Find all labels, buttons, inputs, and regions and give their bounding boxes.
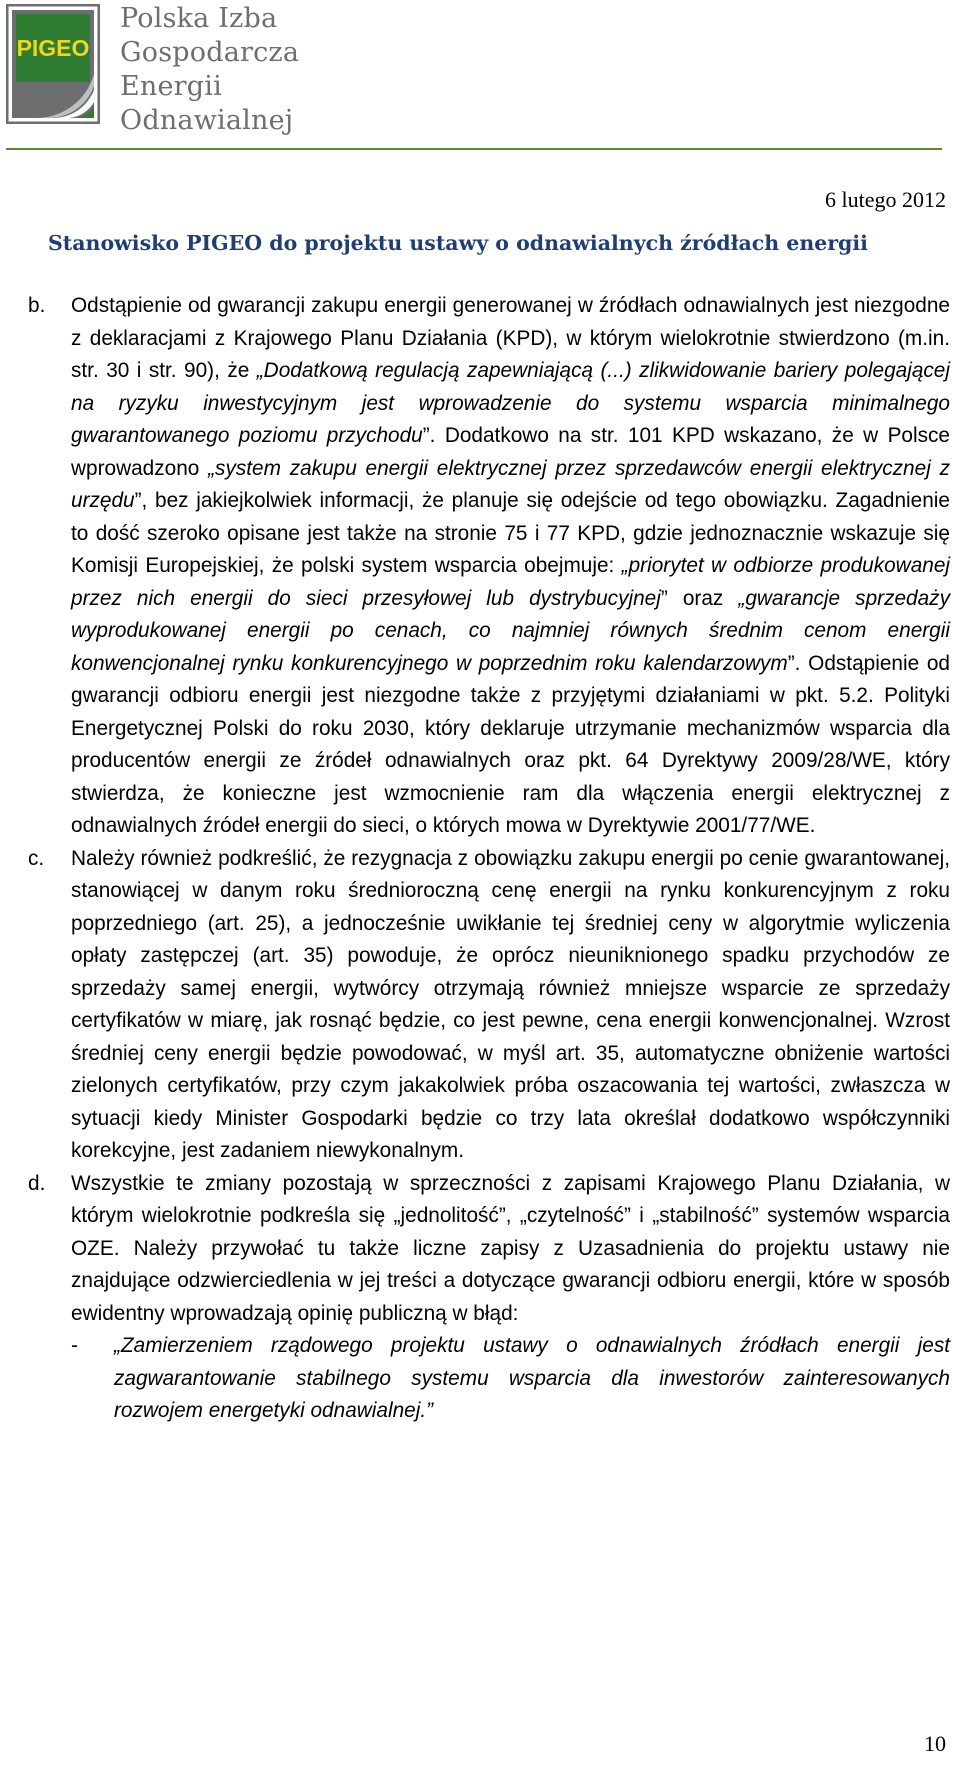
document-body (28, 290, 950, 1428)
header-divider (6, 148, 942, 150)
quote-list-item (28, 1330, 950, 1428)
list-marker: d. (28, 1171, 46, 1195)
document-date: 6 lutego 2012 (825, 187, 946, 212)
dash-marker: - (71, 1334, 78, 1357)
organization-name (120, 2, 299, 138)
document-title: Stanowisko PIGEO do projektu ustawy o odnawialnych źródłach energii (48, 231, 868, 255)
paragraph-b (71, 290, 950, 843)
quote-kpd-regulation: „Dodatkową regulacją zapewniającą (...) zlikwidowanie bariery polegającej na ryzyku inwestycyjnym jest wprowadzenie do systemu wsparcia minimalnego gwarantowanego poziomu przychodu (71, 359, 950, 447)
quote-kpd-purchase-system: „system zakupu energii elektrycznej przez sprzedawców energii elektrycznej z urzędu (71, 456, 950, 512)
text-run: Odstąpienie od gwarancji zakupu energii generowanej w źródłach odnawialnych jest niezgodne z deklaracjami z Krajowego Planu Działania (KPD), w którym wielokrotnie stwierdzono (m.in. str. 30 i str. 90), że (71, 294, 950, 382)
list-item-b (28, 290, 950, 843)
quote-priority: „priorytet w odbiorze produkowanej przez nich energii do sieci przesyłowej lub dystrybucyjnej (71, 554, 951, 610)
text-run: ”. Odstąpienie od gwarancji odbioru energii jest niezgodne także z przyjętymi działaniami w pkt. 5.2. Polityki Energetycznej Polski do roku 2030, który deklaruje utrzymanie mechanizmów wsparcia dla producentów energii ze źródeł odnawialnych oraz pkt. 64 Dyrektywy 2009/28/WE, który stwierdza, że konieczne jest wzmocnienie ram dla włączenia energii elektrycznej z odnawialnych źródeł energii do sieci, o których mowa w Dyrektywie 2001/77/WE. (71, 651, 950, 837)
list-item-c (28, 843, 950, 1168)
paragraph-c: Należy również podkreślić, że rezygnacja z obowiązku zakupu energii po cenie gwarantowanej, stanowiącej w danym roku średnioroczną cenę energii na rynku konkurencyjnym z roku poprzedniego (art. 25), a jednocześnie uwikłanie tej średniej ceny w algorytmie wyliczenia opłaty zastępczej (art. 35) powoduje, że oprócz nieuniknionego spadku przychodów ze sprzedaży samej energii, wytwórcy otrzymają również mniejsze wsparcie ze sprzedaży certyfikatów w miarę, jak rosnąć będzie, co jest pewne, cena energii konwencjonalnej. Wzrost średniej ceny energii będzie powodować, w myśl art. 35, automatyczne obniżenie wartości zielonych certyfikatów, przy czym jakakolwiek próba oszacowania tej wartości, zwłaszcza w sytuacji kiedy Minister Gospodarki będzie co trzy lata określał dodatkowo współczynniki korekcyjne, jest zadaniem niewykonalnym. (71, 846, 950, 1162)
text-run: ” oraz (660, 586, 739, 610)
text-run: ”. Dodatkowo na str. 101 KPD wskazano, że w Polsce wprowadzono (71, 424, 950, 480)
page-number: 10 (924, 1731, 946, 1756)
pigeo-logo (6, 4, 100, 124)
org-name-line: Energii (120, 71, 222, 102)
list-item-d (28, 1168, 950, 1331)
logo-text: PIGEO (16, 35, 90, 61)
org-name-line: Polska Izba (120, 3, 278, 34)
text-run: ”, bez jakiejkolwiek informacji, że planuje się odejście od tego obowiązku. Zagadnienie to dość szeroko opisane jest także na stronie 75 i 77 KPD, gdzie jednoznacznie wskazuje się Komisji Europejskiej, że polski system wsparcia obejmuje: (71, 489, 950, 577)
quote-government-project: „Zamierzeniem rządowego projektu ustawy o odnawialnych źródłach energii jest zagwarantowanie stabilnego systemu wsparcia dla inwestorów zainteresowanych rozwojem energetyki odnawialnej.” (114, 1334, 950, 1422)
paragraph-d: Wszystkie te zmiany pozostają w sprzeczności z zapisami Krajowego Planu Działania, w którym wielokrotnie podkreśla się „jednolitość”, „czytelność” i „stabilność” systemów wsparcia OZE. Należy przywołać tu także liczne zapisy z Uzasadnienia do projektu ustawy nie znajdujące odzwierciedlenia w jej treści a dotyczące gwarancji odbioru energii, które w sposób ewidentny wprowadzają opinię publiczną w błąd: (71, 1171, 950, 1325)
list-marker: b. (28, 294, 46, 317)
quote-guarantee: „gwarancje sprzedaży wyprodukowanej energii po cenach, co najmniej równych średnim cenom energii konwencjonalnej rynku konkurencyjnego w poprzednim roku kalendarzowym (71, 586, 950, 675)
list-marker: c. (28, 846, 45, 870)
org-name-line: Gospodarcza (120, 37, 300, 68)
org-name-line: Odnawialnej (120, 105, 294, 136)
